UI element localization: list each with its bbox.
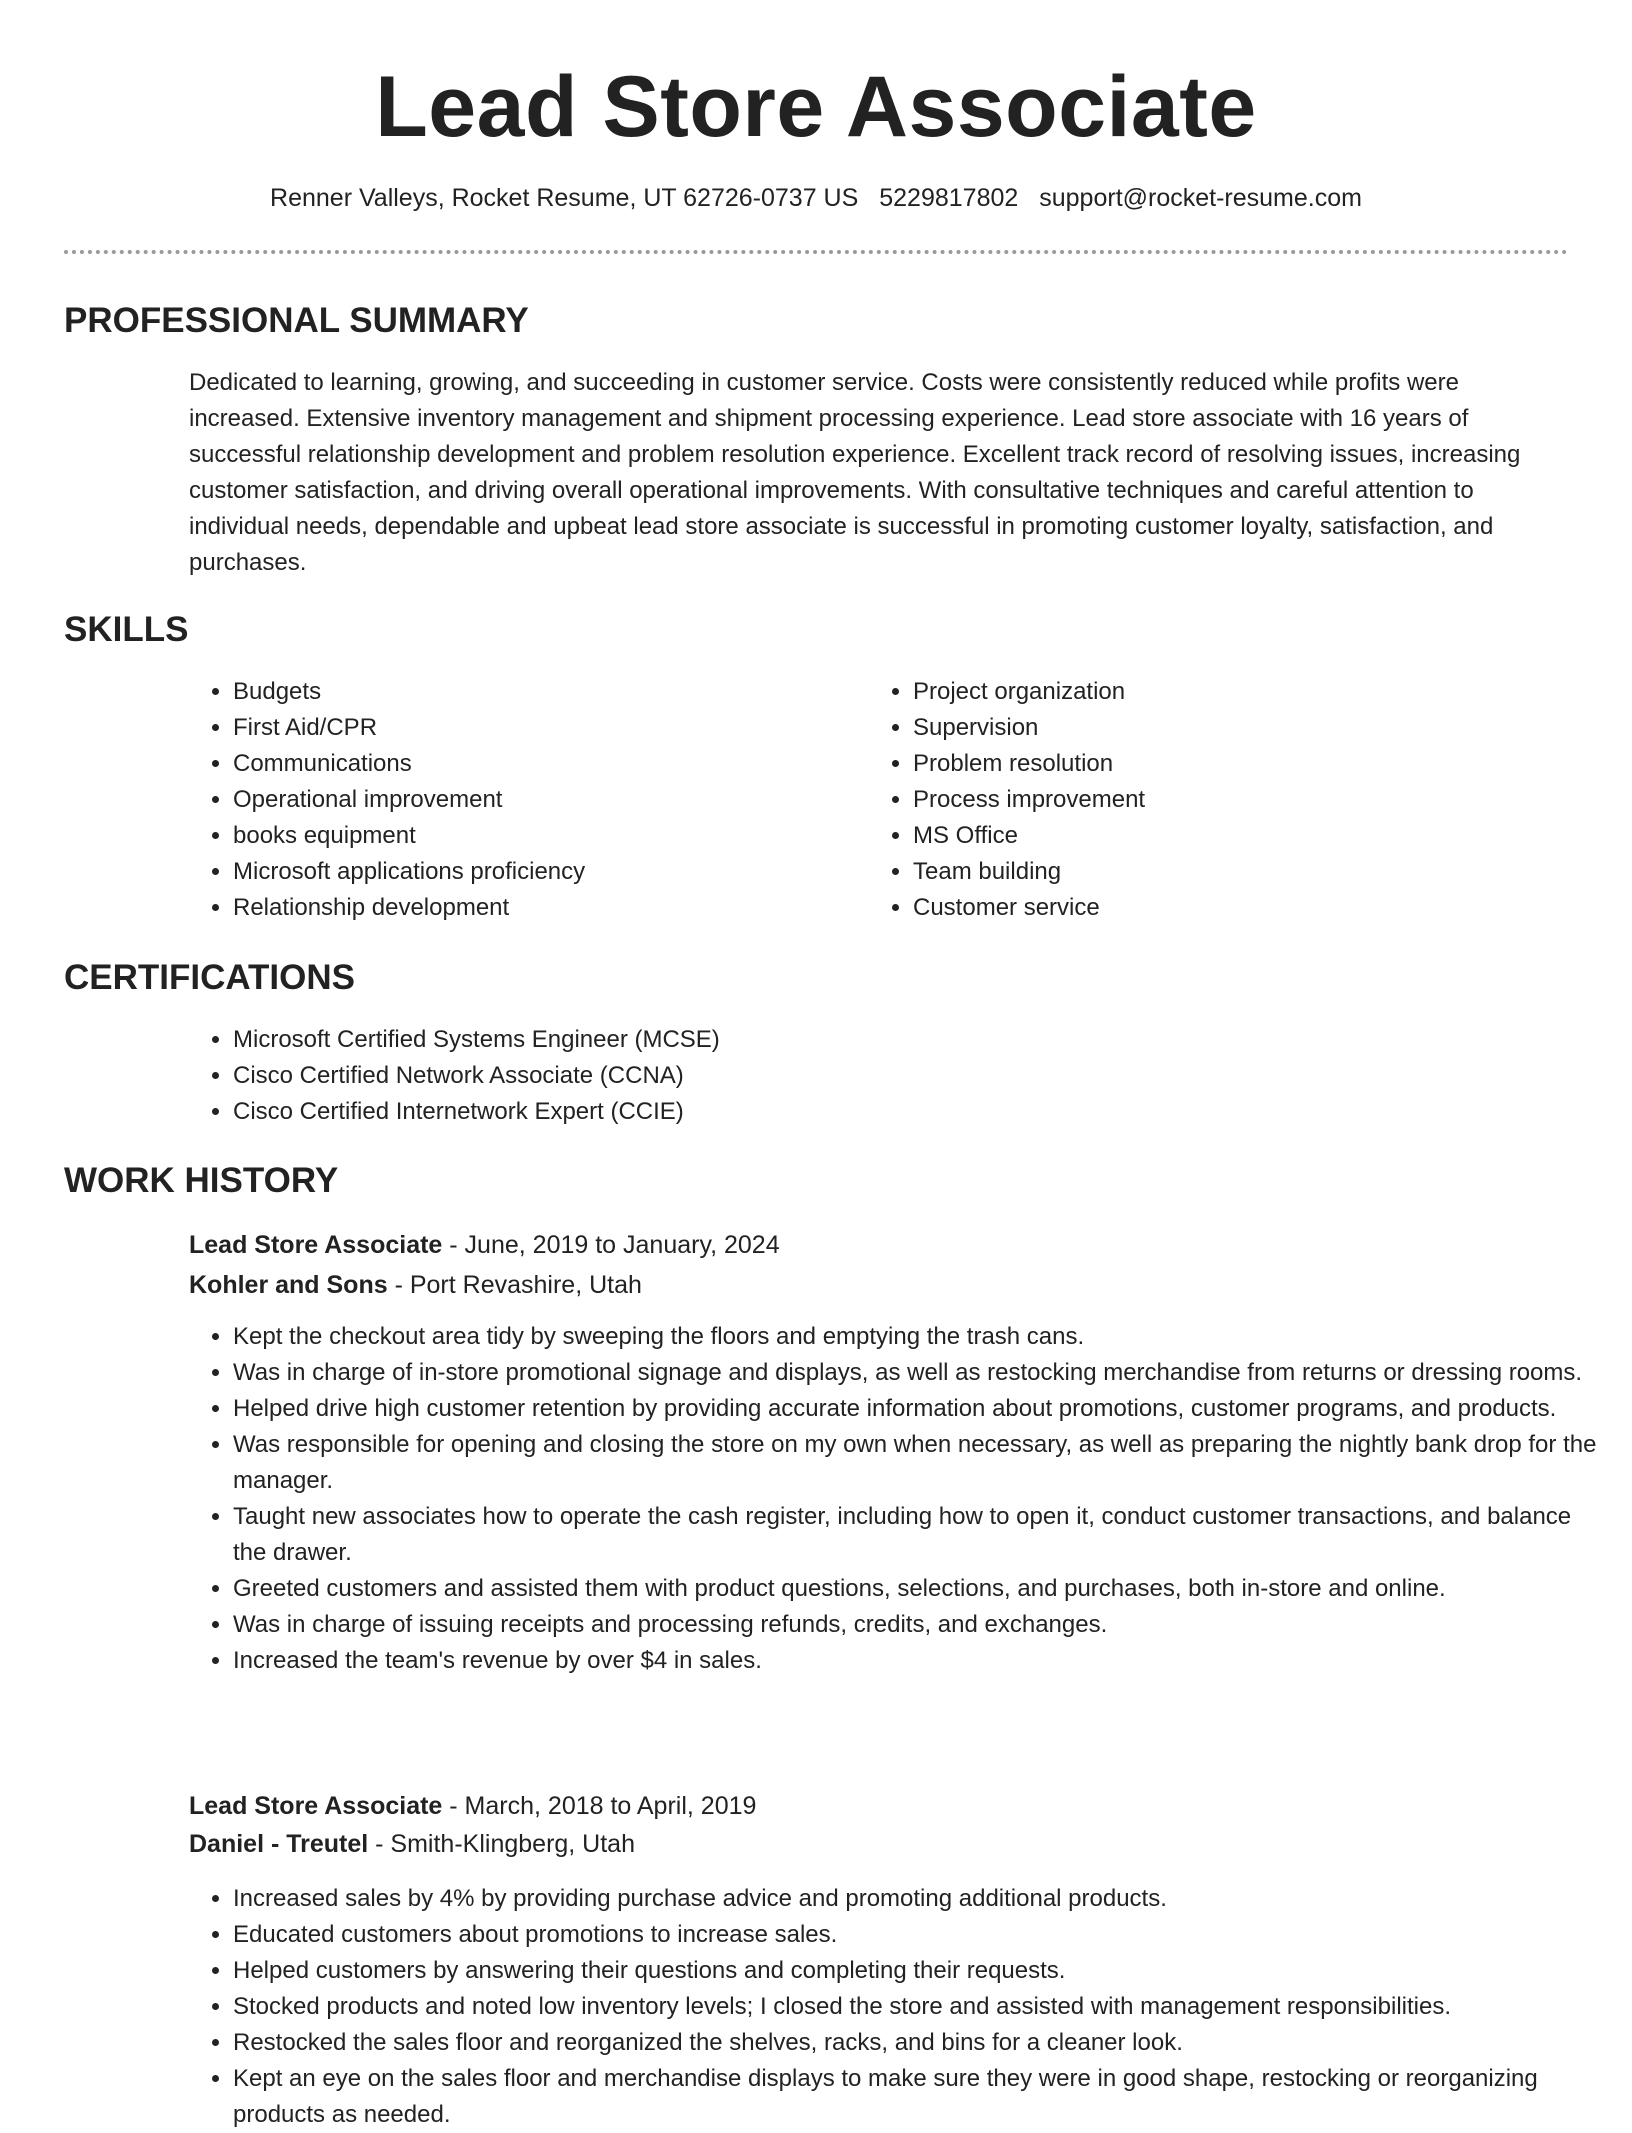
certifications-heading: CERTIFICATIONS: [64, 958, 356, 997]
job-role: Lead Store Associate: [189, 1231, 443, 1259]
job-role: Lead Store Associate: [189, 1792, 443, 1820]
job-duty-item: • Restocked the sales floor and reorganized the shelves, racks, and bins for a cleaner look.: [233, 2025, 1607, 2061]
skill-item: • Communications: [233, 746, 833, 782]
job-company: Kohler and Sons: [189, 1271, 388, 1299]
job-duty-item: • Was responsible for opening and closing the store on my own when necessary, as well as preparing the nightly bank drop for the manager.: [233, 1427, 1607, 1499]
skills-list-right: [869, 674, 1513, 926]
job-duty-item: • Helped drive high customer retention by providing accurate information about promotions, customer programs, and products.: [233, 1391, 1607, 1427]
certification-item: • Cisco Certified Internetwork Expert (CCIE): [233, 1094, 1433, 1130]
skill-item: • Process improvement: [913, 782, 1513, 818]
job-duty-item: • Taught new associates how to operate the cash register, including how to open it, conduct customer transactions, and balance the drawer.: [233, 1499, 1607, 1571]
skill-item: • Project organization: [913, 674, 1513, 710]
skill-item: • Operational improvement: [233, 782, 833, 818]
job-title-line: [189, 1226, 780, 1264]
job-company-line: [189, 1825, 635, 1863]
job-duty-item: • Kept the checkout area tidy by sweeping the floors and emptying the trash cans.: [233, 1319, 1607, 1355]
contact-line: [0, 180, 1632, 216]
skill-item: • Relationship development: [233, 890, 833, 926]
job-duty-item: • Increased the team's revenue by over $4 in sales.: [233, 1643, 1607, 1679]
job-company-line: [189, 1266, 642, 1304]
skill-item: • Budgets: [233, 674, 833, 710]
resume-name: Lead Store Associate: [375, 59, 1257, 155]
job-location: - Smith-Klingberg, Utah: [368, 1830, 635, 1858]
summary-text: Dedicated to learning, growing, and succeeding in customer service. Costs were consistently reduced while profits were increased. Extensive inventory management and shipment processing experience. Lead store associate with 16 years of successful relationship development and problem resolution experience. Excellent track record of resolving issues, increasing customer satisfaction, and driving overall operational improvements. With consultative techniques and careful attention to individual needs, dependable and upbeat lead store associate is successful in promoting customer loyalty, satisfaction, and purchases.: [189, 369, 1521, 576]
skill-item: • books equipment: [233, 818, 833, 854]
job-duty-item: • Educated customers about promotions to increase sales.: [233, 1917, 1607, 1953]
contact-phone: 5229817802: [879, 184, 1019, 212]
contact-email: support@rocket-resume.com: [1039, 184, 1362, 212]
certification-item: • Microsoft Certified Systems Engineer (MCSE): [233, 1022, 1433, 1058]
job-duty-item: • Kept an eye on the sales floor and merchandise displays to make sure they were in good shape, restocking or reorganizing products as needed.: [233, 2061, 1607, 2133]
job-dates: - June, 2019 to January, 2024: [442, 1231, 780, 1259]
certifications-list: [189, 1022, 1433, 1130]
job-duty-item: • Helped customers by answering their questions and completing their requests.: [233, 1953, 1607, 1989]
skill-item: • Microsoft applications proficiency: [233, 854, 833, 890]
skill-item: • MS Office: [913, 818, 1513, 854]
skill-item: • Customer service: [913, 890, 1513, 926]
skills-heading: SKILLS: [64, 610, 189, 649]
work-history-heading: WORK HISTORY: [64, 1161, 339, 1200]
summary-heading: PROFESSIONAL SUMMARY: [64, 301, 529, 340]
skills-list-left: [189, 674, 833, 926]
job-duties-list: [189, 1319, 1607, 1679]
job-duty-item: • Was in charge of issuing receipts and processing refunds, credits, and exchanges.: [233, 1607, 1607, 1643]
contact-address: Renner Valleys, Rocket Resume, UT 62726-0737 US: [270, 184, 859, 212]
skill-item: • Problem resolution: [913, 746, 1513, 782]
job-title-line: [189, 1787, 756, 1825]
job-location: - Port Revashire, Utah: [387, 1271, 642, 1299]
certification-item: • Cisco Certified Network Associate (CCNA): [233, 1058, 1433, 1094]
skill-item: • First Aid/CPR: [233, 710, 833, 746]
job-dates: - March, 2018 to April, 2019: [442, 1792, 757, 1820]
job-duties-list: [189, 1881, 1607, 2133]
header-divider: [64, 250, 1568, 254]
job-duty-item: • Increased sales by 4% by providing purchase advice and promoting additional products.: [233, 1881, 1607, 1917]
job-duty-item: • Was in charge of in-store promotional signage and displays, as well as restocking merchandise from returns or dressing rooms.: [233, 1355, 1607, 1391]
skill-item: • Supervision: [913, 710, 1513, 746]
skill-item: • Team building: [913, 854, 1513, 890]
job-duty-item: • Stocked products and noted low inventory levels; I closed the store and assisted with management responsibilities.: [233, 1989, 1607, 2025]
job-duty-item: • Greeted customers and assisted them with product questions, selections, and purchases, both in-store and online.: [233, 1571, 1607, 1607]
job-company: Daniel - Treutel: [189, 1830, 369, 1858]
